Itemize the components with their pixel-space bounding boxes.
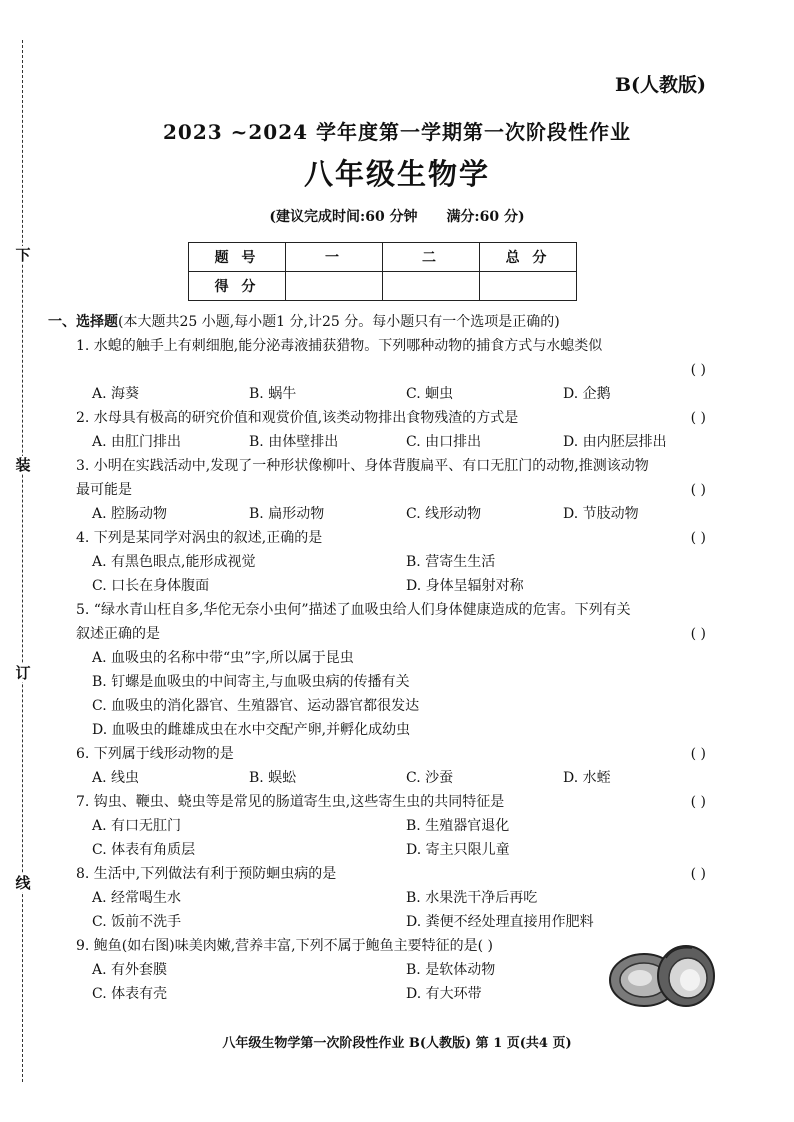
score-header-label: 题 号 <box>189 243 286 272</box>
option-item: A. 有外套膜 <box>92 962 168 978</box>
question-4-options-row2 <box>48 574 720 598</box>
question-5-stem-cont: 叙述正确的是 <box>76 626 160 642</box>
option-item: B. 生殖器官退化 <box>406 818 510 834</box>
option-item: A. 有黑色眼点,能形成视觉 <box>92 554 256 570</box>
question-4-stem: 4. 下列是某同学对涡虫的叙述,正确的是 <box>76 530 323 546</box>
section-header <box>48 310 720 334</box>
option-item: B. 蜗牛 <box>249 386 297 402</box>
answer-paren-7[interactable]: ( ) <box>690 794 706 810</box>
question-3-options <box>48 502 720 526</box>
exam-info <box>0 206 794 226</box>
question-1-stem: 1. 水螅的触手上有刺细胞,能分泌毒液捕获猎物。下列哪种动物的捕食方式与水螅类似 <box>76 338 603 354</box>
option-item: A. 由肛门排出 <box>92 434 182 450</box>
question-8-options-row2 <box>48 910 720 934</box>
option-item: B. 水果洗干净后再吃 <box>406 890 538 906</box>
section-label: 一、选择题 <box>48 314 118 330</box>
time-note: (建议完成时间:60 分钟 <box>269 209 418 225</box>
option-item: D. 身体呈辐射对称 <box>406 578 524 594</box>
question-6-stem: 6. 下列属于线形动物的是 <box>76 746 234 762</box>
score-header-part2: 二 <box>383 243 480 272</box>
score-table-score-row <box>189 272 577 301</box>
score-header-part1: 一 <box>286 243 383 272</box>
option-item: A. 海葵 <box>92 386 140 402</box>
answer-paren-3[interactable]: ( ) <box>690 482 706 498</box>
option-item: D. 水蛭 <box>563 770 611 786</box>
question-5-stem: 5. “绿水青山枉自多,华佗无奈小虫何”描述了血吸虫给人们身体健康造成的危害。下列有关 <box>76 602 631 618</box>
option-item: D. 有大环带 <box>406 986 482 1002</box>
option-item: A. 线虫 <box>92 770 140 786</box>
score-row-label: 得 分 <box>189 272 286 301</box>
option-item: A. 经常喝生水 <box>92 890 182 906</box>
question-4-options-row1 <box>48 550 720 574</box>
option-item: A. 腔肠动物 <box>92 506 168 522</box>
option-item: B. 蜈蚣 <box>249 770 297 786</box>
option-item: A. 血吸虫的名称中带“虫”字,所以属于昆虫 <box>92 650 354 666</box>
binding-char-xia: 下 <box>15 246 31 264</box>
question-2-options <box>48 430 720 454</box>
question-9-stem: 9. 鲍鱼(如右图)味美肉嫩,营养丰富,下列不属于鲍鱼主要特征的是( ) <box>76 938 494 954</box>
question-7-options-row2 <box>48 838 720 862</box>
question-7 <box>48 790 720 814</box>
answer-paren-8[interactable]: ( ) <box>690 866 706 882</box>
option-item: B. 钉螺是血吸虫的中间寄主,与血吸虫病的传播有关 <box>92 674 410 690</box>
answer-paren-1[interactable]: ( ) <box>690 362 706 378</box>
option-item: B. 营寄生生活 <box>406 554 496 570</box>
option-item: C. 沙蚕 <box>406 770 454 786</box>
question-3-stem: 3. 小明在实践活动中,发现了一种形状像柳叶、身体背腹扁平、有口无肛门的动物,推测该动物 <box>76 458 649 474</box>
option-item: C. 蛔虫 <box>406 386 454 402</box>
score-cell-part1[interactable] <box>286 272 383 301</box>
question-8-stem: 8. 生活中,下列做法有利于预防蛔虫病的是 <box>76 866 337 882</box>
score-note: 满分:60 分) <box>446 209 525 225</box>
option-item: B. 扁形动物 <box>249 506 325 522</box>
question-5 <box>48 622 720 646</box>
question-8-options-row1 <box>48 886 720 910</box>
binding-char-zhuang: 装 <box>15 456 31 474</box>
binding-char-ding: 订 <box>15 664 31 682</box>
option-item: D. 粪便不经处理直接用作肥料 <box>406 914 594 930</box>
question-8 <box>48 862 720 886</box>
option-item: C. 线形动物 <box>406 506 482 522</box>
question-6-options <box>48 766 720 790</box>
option-item: B. 由体壁排出 <box>249 434 339 450</box>
binding-char-xian: 线 <box>15 874 31 892</box>
edition-label: B(人教版) <box>614 74 706 96</box>
option-item: C. 体表有角质层 <box>92 842 196 858</box>
question-6 <box>48 742 720 766</box>
abalone-illustration <box>606 936 718 1016</box>
question-7-options-row1 <box>48 814 720 838</box>
question-list <box>48 310 720 1006</box>
term-title: 2023 ~2024 学年度第一学期第一次阶段性作业 <box>162 120 631 144</box>
score-cell-total[interactable] <box>480 272 577 301</box>
question-2-stem: 2. 水母具有极高的研究价值和观赏价值,该类动物排出食物残渣的方式是 <box>76 410 519 426</box>
option-item: C. 血吸虫的消化器官、生殖器官、运动器官都很发达 <box>92 698 420 714</box>
option-item: B. 是软体动物 <box>406 962 496 978</box>
answer-paren-2[interactable]: ( ) <box>690 410 706 426</box>
answer-paren-5[interactable]: ( ) <box>690 626 706 642</box>
option-item: C. 口长在身体腹面 <box>92 578 210 594</box>
score-cell-part2[interactable] <box>383 272 480 301</box>
option-item: A. 有口无肛门 <box>92 818 182 834</box>
question-3-stem-cont: 最可能是 <box>76 482 132 498</box>
page-footer: 八年级生物学第一次阶段性作业 B(人教版) 第 1 页(共4 页) <box>222 1036 572 1051</box>
question-1-options <box>48 382 720 406</box>
question-3 <box>48 478 720 502</box>
section-desc: (本大题共25 小题,每小题1 分,计25 分。每小题只有一个选项是正确的) <box>118 314 560 330</box>
question-2 <box>48 406 720 430</box>
question-7-stem: 7. 钩虫、鞭虫、蛲虫等是常见的肠道寄生虫,这些寄生虫的共同特征是 <box>76 794 505 810</box>
option-item: C. 饭前不洗手 <box>92 914 182 930</box>
abalone-icon <box>610 946 714 1006</box>
score-table-header-row <box>189 243 577 272</box>
score-table <box>188 242 577 301</box>
option-item: D. 节肢动物 <box>563 506 639 522</box>
option-item: D. 血吸虫的雌雄成虫在水中交配产卵,并孵化成幼虫 <box>92 722 411 738</box>
question-4 <box>48 526 720 550</box>
option-item: D. 寄主只限儿童 <box>406 842 510 858</box>
answer-paren-6[interactable]: ( ) <box>690 746 706 762</box>
binding-line <box>22 40 23 1082</box>
page-title: 八年级生物学 <box>303 157 490 191</box>
answer-paren-4[interactable]: ( ) <box>690 530 706 546</box>
option-item: D. 由内胚层排出 <box>563 434 667 450</box>
score-header-total: 总 分 <box>480 243 577 272</box>
option-item: D. 企鹅 <box>563 386 611 402</box>
option-item: C. 体表有壳 <box>92 986 168 1002</box>
option-item: C. 由口排出 <box>406 434 482 450</box>
